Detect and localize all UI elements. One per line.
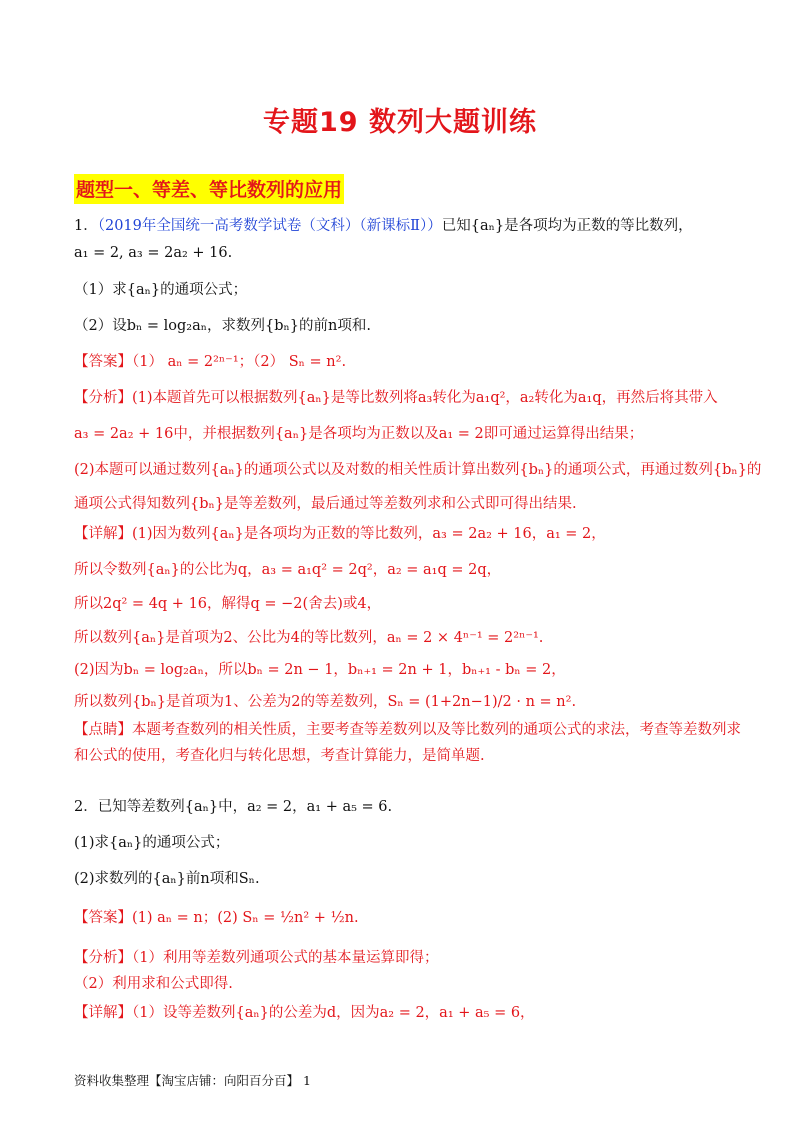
question-1-part-1: （1）求{aₙ}的通项公式；	[74, 282, 248, 298]
question-1-analysis-line: (2)本题可以通过数列{aₙ}的通项公式以及对数的相关性质计算出数列{bₙ}的通项公式，再通过数列{bₙ}的	[74, 462, 762, 478]
question-source: （2019年全国统一高考数学试卷（文科）（新课标Ⅱ））	[97, 218, 442, 234]
question-1-detail-line: 所以数列{bₙ}是首项为1、公差为2的等差数列，Sₙ = (1+2n−1)/2 · n = n².	[74, 694, 577, 710]
question-1-stem: 已知{aₙ}是各项均为正数的等比数列，	[441, 218, 693, 234]
question-1-tip-line: 和公式的使用，考查化归与转化思想，考查计算能力，是简单题.	[74, 748, 485, 764]
question-1-analysis-line: 通项公式得知数列{bₙ}是等差数列，最后通过等差数列求和公式即可得出结果.	[74, 496, 577, 512]
question-1-detail-line: 所以令数列{aₙ}的公比为q，a₃ = a₁q² = 2q²，a₂ = a₁q = 2q，	[74, 562, 502, 578]
question-2-stem: 2．已知等差数列{aₙ}中，a₂ = 2，a₁ + a₅ = 6.	[74, 799, 393, 815]
question-2-analysis-line: （2）利用求和公式即得.	[74, 976, 233, 992]
question-2-part-2: (2)求数列的{aₙ}前n项和Sₙ.	[74, 871, 260, 887]
question-1-detail-line: 所以数列{aₙ}是首项为2、公比为4的等比数列，aₙ = 2 × 4ⁿ⁻¹ = 2²ⁿ⁻¹.	[74, 630, 544, 646]
question-1-analysis-line: a₃ = 2a₂ + 16中，并根据数列{aₙ}是各项均为正数以及a₁ = 2即可通过运算得出结果；	[74, 426, 644, 442]
section-heading: 题型一、等差、等比数列的应用	[74, 174, 344, 204]
question-1-answer: 【答案】（1） aₙ = 2²ⁿ⁻¹；（2） Sₙ = n².	[74, 354, 347, 370]
question-1-header	[74, 216, 693, 236]
question-2-detail-line: 【详解】（1）设等差数列{aₙ}的公差为d，因为a₂ = 2，a₁ + a₅ = 6，	[74, 1005, 535, 1021]
question-1-detail-line: (2)因为bₙ = log₂aₙ，所以bₙ = 2n − 1，bₙ₊₁ = 2n + 1，bₙ₊₁ - bₙ = 2，	[74, 662, 566, 678]
page-footer: 资料收集整理【淘宝店铺：向阳百分百】 1	[74, 1073, 311, 1088]
question-1-part-2: （2）设bₙ = log₂aₙ，求数列{bₙ}的前n项和.	[74, 318, 371, 334]
question-1-tip-line: 【点睛】本题考查数列的相关性质，主要考查等差数列以及等比数列的通项公式的求法，考查等差数列求	[74, 722, 741, 738]
question-2-analysis-line: 【分析】（1）利用等差数列通项公式的基本量运算即得；	[74, 950, 439, 966]
question-1-analysis-line: 【分析】(1)本题首先可以根据数列{aₙ}是等比数列将a₃转化为a₁q²，a₂转化为a₁q，再然后将其带入	[74, 390, 718, 406]
question-1-condition: a₁ = 2, a₃ = 2a₂ + 16.	[74, 245, 233, 261]
question-1-detail-line: 【详解】(1)因为数列{aₙ}是各项均为正数的等比数列，a₃ = 2a₂ + 16，a₁ = 2，	[74, 526, 606, 542]
question-number: 1．	[74, 218, 98, 234]
question-2-answer: 【答案】(1) aₙ = n；(2) Sₙ = ½n² + ½n.	[74, 910, 359, 926]
question-1-detail-line: 所以2q² = 4q + 16，解得q = −2(舍去)或4，	[74, 596, 382, 612]
page-title: 专题19 数列大题训练	[263, 107, 537, 138]
question-2-part-1: (1)求{aₙ}的通项公式；	[74, 835, 230, 851]
